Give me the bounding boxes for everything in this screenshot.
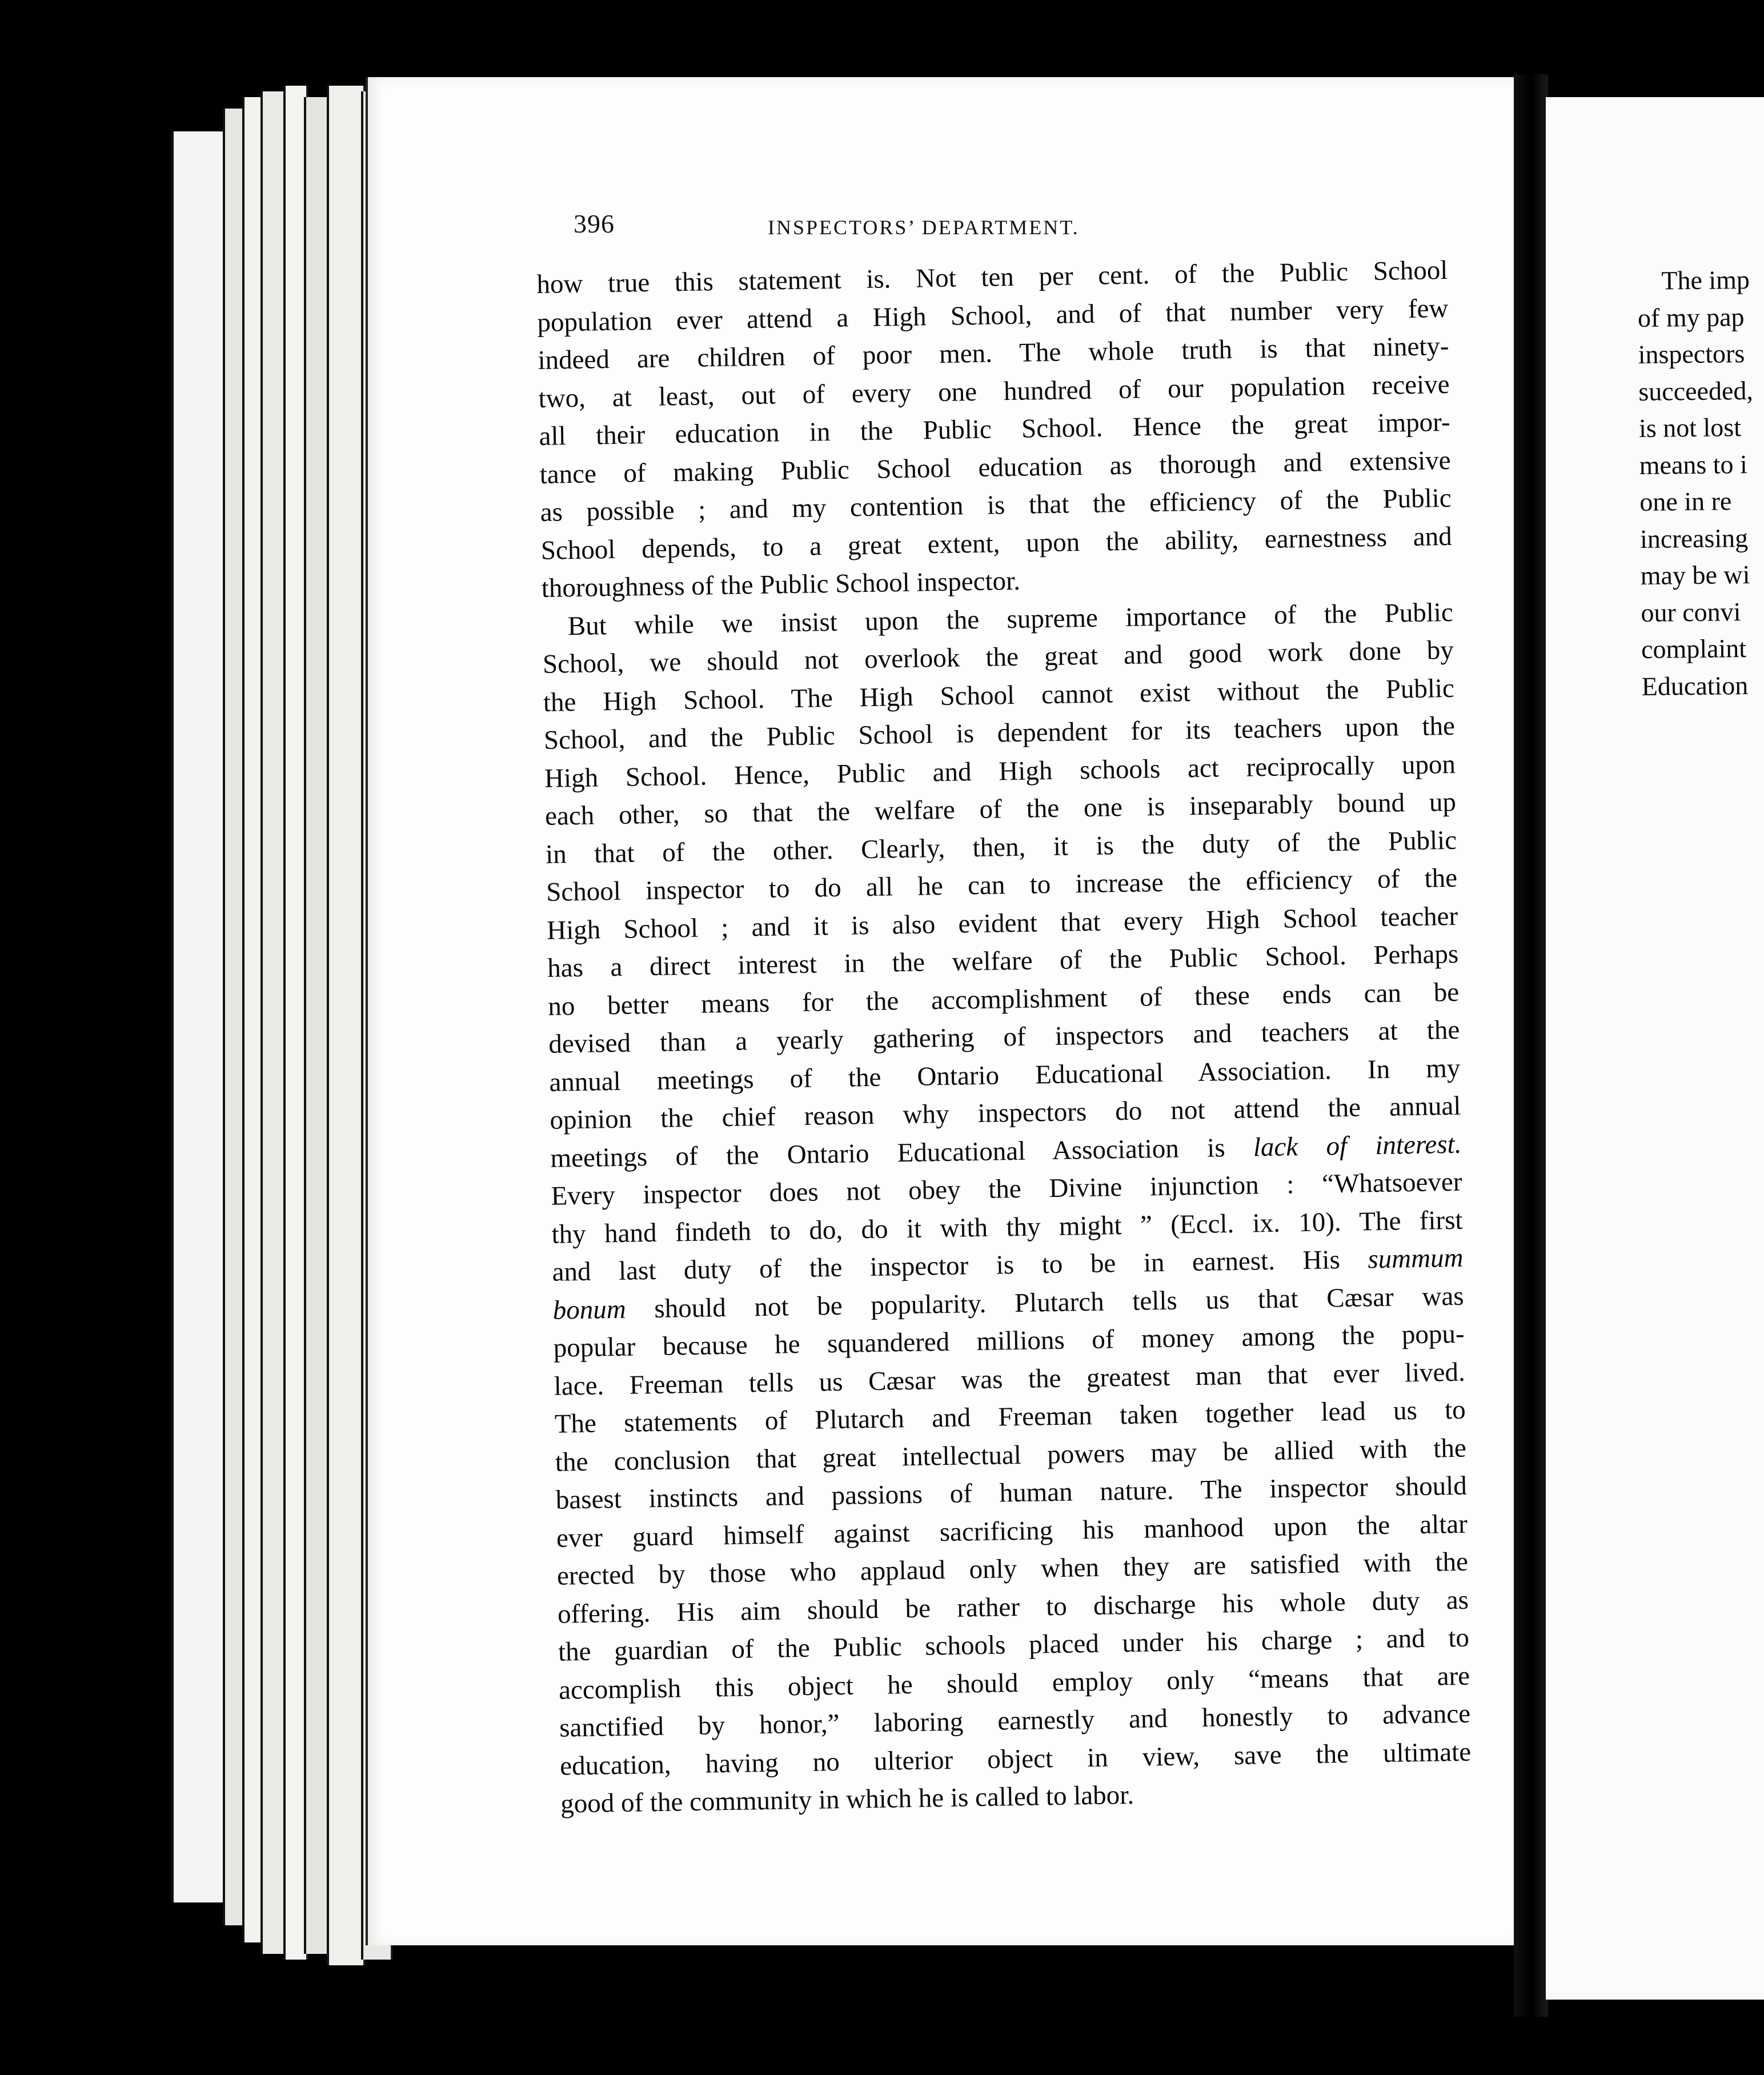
text-line: School depends, to a great extent, upon the ability, earnestness and — [540, 521, 1453, 566]
text-line: two, at least, out of every one hundred of our population receive — [538, 369, 1450, 414]
italic-word: bonum — [552, 1294, 627, 1325]
text-line: no better means for the accomplishment of these ends can be — [547, 977, 1460, 1022]
text-line: thoroughness of the Public School inspector. — [541, 566, 1021, 603]
text-line: School, and the Public School is dependent for its teachers upon the — [543, 711, 1456, 755]
text-line: Education — [1641, 670, 1749, 701]
text-line: Every inspector does not obey the Divine injunction : “Whatsoever — [551, 1167, 1462, 1211]
text-line: each other, so that the welfare of the one is inseparably bound up — [544, 787, 1457, 831]
text-line: School inspector to do all he can to increase the efficiency of the — [546, 863, 1458, 907]
book-page-edges — [171, 86, 388, 1977]
page-edge — [171, 131, 227, 1902]
text-line: High School ; and it is also evident that every High School teacher — [546, 901, 1458, 946]
text-line: lace. Freeman tells us Cæsar was the greatest man that ever lived. — [554, 1357, 1466, 1401]
text-line: indeed are children of poor men. The whole truth is that ninety- — [538, 331, 1449, 375]
text-line: population ever attend a High School, and of that number very few — [537, 293, 1449, 338]
running-head: INSPECTORS’ DEPARTMENT. — [768, 216, 1080, 239]
text-line: thy hand findeth to do, do it with thy might ” (Eccl. ix. 10). The first — [551, 1205, 1463, 1249]
italic-phrase: lack of interest. — [1253, 1129, 1462, 1162]
text-line: means to i — [1639, 449, 1748, 480]
text-segment: and last duty of the inspector is to be in earnest. His — [552, 1245, 1341, 1287]
text-line: inspectors — [1638, 339, 1745, 369]
text-line: ever guard himself against sacrificing his manhood upon the altar — [556, 1509, 1468, 1553]
text-line: The imp — [1661, 265, 1750, 295]
italic-word: summum — [1367, 1243, 1464, 1275]
text-line: may be wi — [1640, 559, 1750, 590]
text-line: basest instincts and passions of human nature. The inspector should — [555, 1471, 1468, 1515]
text-line: erected by those who applaud only when they are satisfied with the — [556, 1547, 1469, 1591]
text-line: devised than a yearly gathering of inspectors and teachers at the — [548, 1015, 1460, 1059]
text-line: has a direct interest in the welfare of the Public School. Perhaps — [547, 939, 1459, 983]
text-line: School, we should not overlook the great and good work done by — [542, 635, 1454, 679]
page-edge — [327, 86, 365, 1965]
text-line: High School. Hence, Public and High schools act reciprocally upon — [544, 749, 1456, 794]
main-page — [366, 77, 1516, 1945]
text-line: opinion the chief reason why inspectors do not attend the annual — [550, 1091, 1461, 1135]
text-line: all their education in the Public School. Hence the great impor- — [539, 407, 1450, 451]
text-line: of my pap — [1637, 302, 1745, 333]
text-line: sanctified by honor,” laboring earnestly and honestly to advance — [559, 1699, 1471, 1743]
text-line: one in re — [1639, 486, 1732, 516]
text-line: our convi — [1641, 596, 1741, 627]
text-line: annual meetings of the Ontario Educational Association. In my — [549, 1053, 1461, 1097]
text-line: the High School. The High School cannot exist without the Public — [543, 673, 1455, 718]
text-line: tance of making Public School education as thorough and extensive — [539, 445, 1451, 490]
text-line: is not lost — [1638, 412, 1742, 443]
text-line: popular because he squandered millions of money among the popu- — [553, 1319, 1465, 1363]
text-line: complaint — [1641, 634, 1747, 664]
body-text — [536, 251, 1472, 1823]
text-line: succeeded, — [1638, 375, 1754, 406]
text-line: But while we insist upon the supreme importance of the Public — [567, 597, 1454, 641]
page-number: 396 — [574, 209, 615, 238]
text-line: accomplish this object he should employ only “means that are — [558, 1661, 1470, 1705]
text-line: how true this statement is. Not ten per cent. of the Public School — [536, 255, 1448, 299]
text-line: education, having no ulterior object in view, save the ultimate — [559, 1737, 1472, 1781]
text-line: The statements of Plutarch and Freeman taken together lead us to — [554, 1395, 1466, 1439]
right-page-text — [1637, 259, 1764, 705]
text-line: offering. His aim should be rather to discharge his whole duty as — [557, 1585, 1469, 1629]
text-line: the conclusion that great intellectual powers may be allied with the — [555, 1433, 1467, 1477]
page-header — [574, 209, 1339, 243]
text-segment: should not be popularity. Plutarch tells us that Cæsar was — [654, 1281, 1464, 1324]
text-line: good of the community in which he is called to labor. — [560, 1780, 1134, 1819]
text-segment: meetings of the Ontario Educational Association is — [550, 1132, 1225, 1173]
text-line: increasing — [1639, 523, 1749, 554]
text-line: as possible ; and my contention is that the efficiency of the Public — [540, 483, 1452, 527]
text-line: in that of the other. Clearly, then, it is the duty of the Public — [545, 825, 1457, 870]
text-line: the guardian of the Public schools placed under his charge ; and to — [558, 1623, 1470, 1667]
right-facing-page — [1542, 97, 1764, 2000]
